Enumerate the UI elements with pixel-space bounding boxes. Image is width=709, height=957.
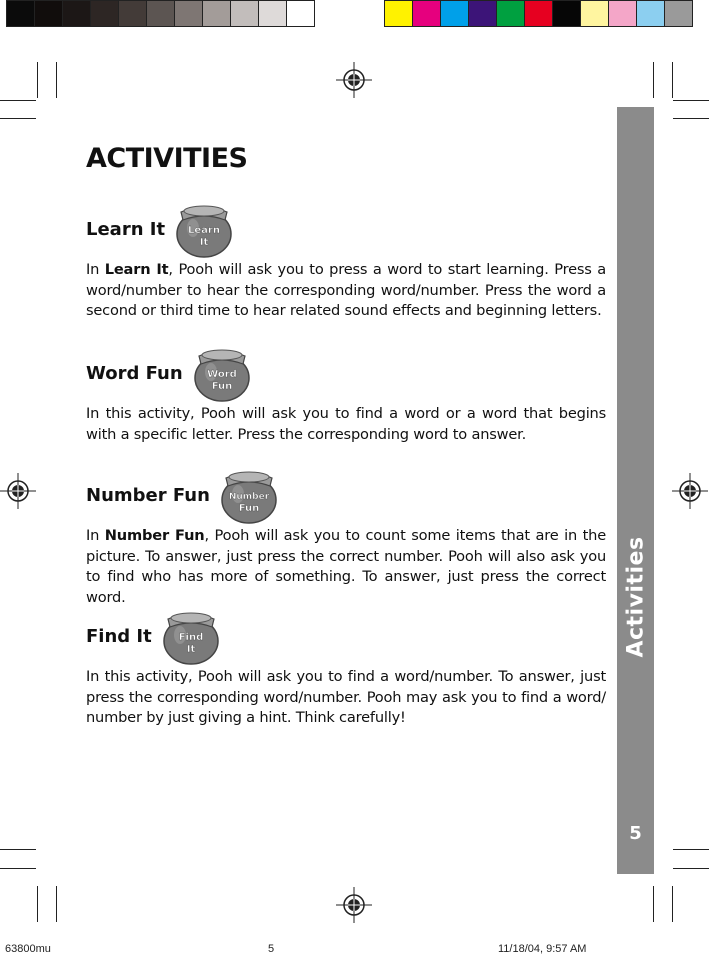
color-swatch — [468, 0, 497, 27]
color-swatch — [608, 0, 637, 27]
color-swatch — [664, 0, 693, 27]
grayscale-bar — [6, 0, 314, 28]
body-text: In — [86, 261, 105, 278]
color-swatch — [230, 0, 259, 27]
icon-label: It — [186, 644, 195, 655]
registration-mark-icon — [672, 473, 708, 509]
color-swatch — [440, 0, 469, 27]
section-learn-it — [86, 198, 606, 322]
body-bold: Number Fun — [104, 527, 205, 544]
color-swatch — [412, 0, 441, 27]
color-swatch — [34, 0, 63, 27]
color-swatch — [118, 0, 147, 27]
color-swatch — [90, 0, 119, 27]
section-header — [86, 198, 606, 260]
sidebar-label: Activities — [623, 536, 648, 658]
sidebar-tab — [617, 107, 654, 874]
section-title: Find It — [86, 625, 152, 647]
section-header — [86, 605, 606, 667]
color-swatch — [580, 0, 609, 27]
honey-pot-icon — [216, 464, 282, 526]
color-swatch — [258, 0, 287, 27]
body-bold: Learn It — [104, 261, 169, 278]
honey-pot-icon — [189, 342, 255, 404]
section-title: Learn It — [86, 218, 166, 240]
page-number: 5 — [629, 823, 642, 844]
color-swatch — [496, 0, 525, 27]
color-swatch — [62, 0, 91, 27]
section-word-fun — [86, 342, 606, 445]
color-swatch — [636, 0, 665, 27]
section-title: Word Fun — [86, 362, 183, 384]
section-body: In this activity, Pooh will ask you to find a word/number. To answer, just press the corresponding word/number. Pooh may ask you to find a word/ number by just giving a hint. Think carefully! — [86, 668, 606, 726]
icon-label: Fun — [211, 381, 232, 392]
body-text: , Pooh will ask you to count some items that are in the picture. To answer, just press the correct number. Pooh will also ask you to find who has more of something. To answer, just press the correct word. — [86, 527, 607, 606]
icon-label: Find — [178, 632, 204, 643]
registration-mark-icon — [336, 62, 372, 98]
color-swatch — [6, 0, 35, 27]
color-swatch — [146, 0, 175, 27]
color-swatch — [174, 0, 203, 27]
color-swatch — [552, 0, 581, 27]
body-text: , Pooh will ask you to press a word to start learning. Press a word/number to hear the corresponding word/number. Press the word a second or third time to hear related sound effects and beginning letters. — [86, 261, 606, 319]
footer-page: 5 — [268, 943, 275, 955]
registration-mark-icon — [0, 473, 36, 509]
icon-label: Learn — [188, 225, 221, 236]
color-bar — [384, 0, 692, 28]
honey-pot-icon — [158, 605, 224, 667]
section-header — [86, 342, 606, 404]
page-title: ACTIVITIES — [86, 143, 248, 174]
body-text: In — [86, 527, 105, 544]
icon-label: Word — [206, 369, 237, 380]
color-swatch — [202, 0, 231, 27]
icon-label: It — [199, 237, 209, 248]
footer-timestamp: 11/18/04, 9:57 AM — [498, 943, 587, 955]
section-body — [86, 526, 606, 608]
icon-label: Fun — [238, 503, 260, 514]
color-swatch — [286, 0, 315, 27]
registration-mark-icon — [336, 887, 372, 923]
section-find-it — [86, 605, 606, 729]
honey-pot-icon — [171, 198, 237, 260]
section-header — [86, 464, 606, 526]
footer-file: 63800mu — [5, 943, 51, 955]
section-title: Number Fun — [86, 484, 210, 506]
color-swatch — [524, 0, 553, 27]
icon-label: Number — [228, 492, 270, 502]
section-body — [86, 260, 606, 322]
color-swatch — [384, 0, 413, 27]
section-body: In this activity, Pooh will ask you to find a word or a word that begins with a specific letter. Press the corresponding word to answer. — [86, 405, 606, 443]
section-number-fun — [86, 464, 606, 608]
